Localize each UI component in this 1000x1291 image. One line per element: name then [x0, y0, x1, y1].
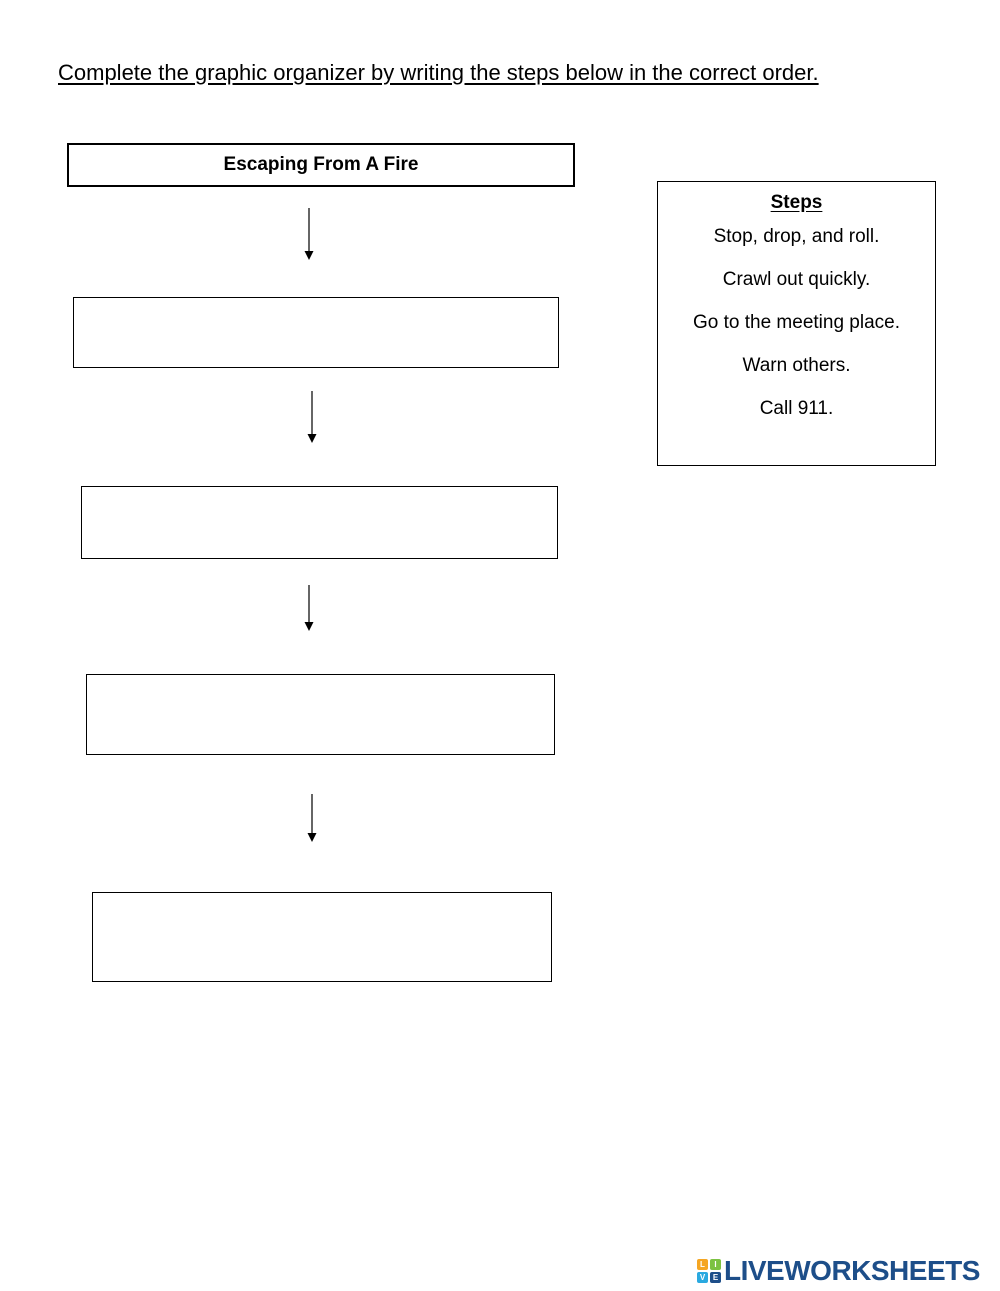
steps-list — [658, 215, 935, 430]
liveworksheets-logo-icon — [697, 1259, 721, 1283]
organizer-title: Escaping From A Fire — [223, 154, 419, 175]
down-arrow-icon — [306, 391, 318, 445]
logo-tile-l: L — [697, 1259, 708, 1270]
answer-box-3[interactable] — [86, 674, 555, 755]
answer-box-4[interactable] — [92, 892, 552, 982]
down-arrow-icon — [303, 585, 315, 639]
step-item: Warn others. — [742, 355, 851, 376]
logo-tile-v: V — [697, 1272, 708, 1283]
liveworksheets-wordmark: LIVEWORKSHEETS — [724, 1255, 980, 1286]
down-arrow-icon — [306, 794, 318, 848]
step-item: Call 911. — [759, 398, 834, 419]
answer-box-1[interactable] — [73, 297, 559, 368]
step-item: Go to the meeting place. — [692, 312, 900, 333]
step-item: Stop, drop, and roll. — [713, 226, 880, 247]
answer-box-2[interactable] — [81, 486, 558, 559]
liveworksheets-brand — [697, 1256, 980, 1286]
instruction-text: Complete the graphic organizer by writing the steps below in the correct order. — [58, 60, 819, 85]
step-item: Crawl out quickly. — [722, 269, 871, 290]
down-arrow-icon — [303, 208, 315, 262]
logo-tile-i: I — [710, 1259, 721, 1270]
steps-box — [657, 181, 936, 466]
steps-heading: Steps — [770, 192, 823, 213]
organizer-title-box — [67, 143, 575, 187]
logo-tile-e: E — [710, 1272, 721, 1283]
